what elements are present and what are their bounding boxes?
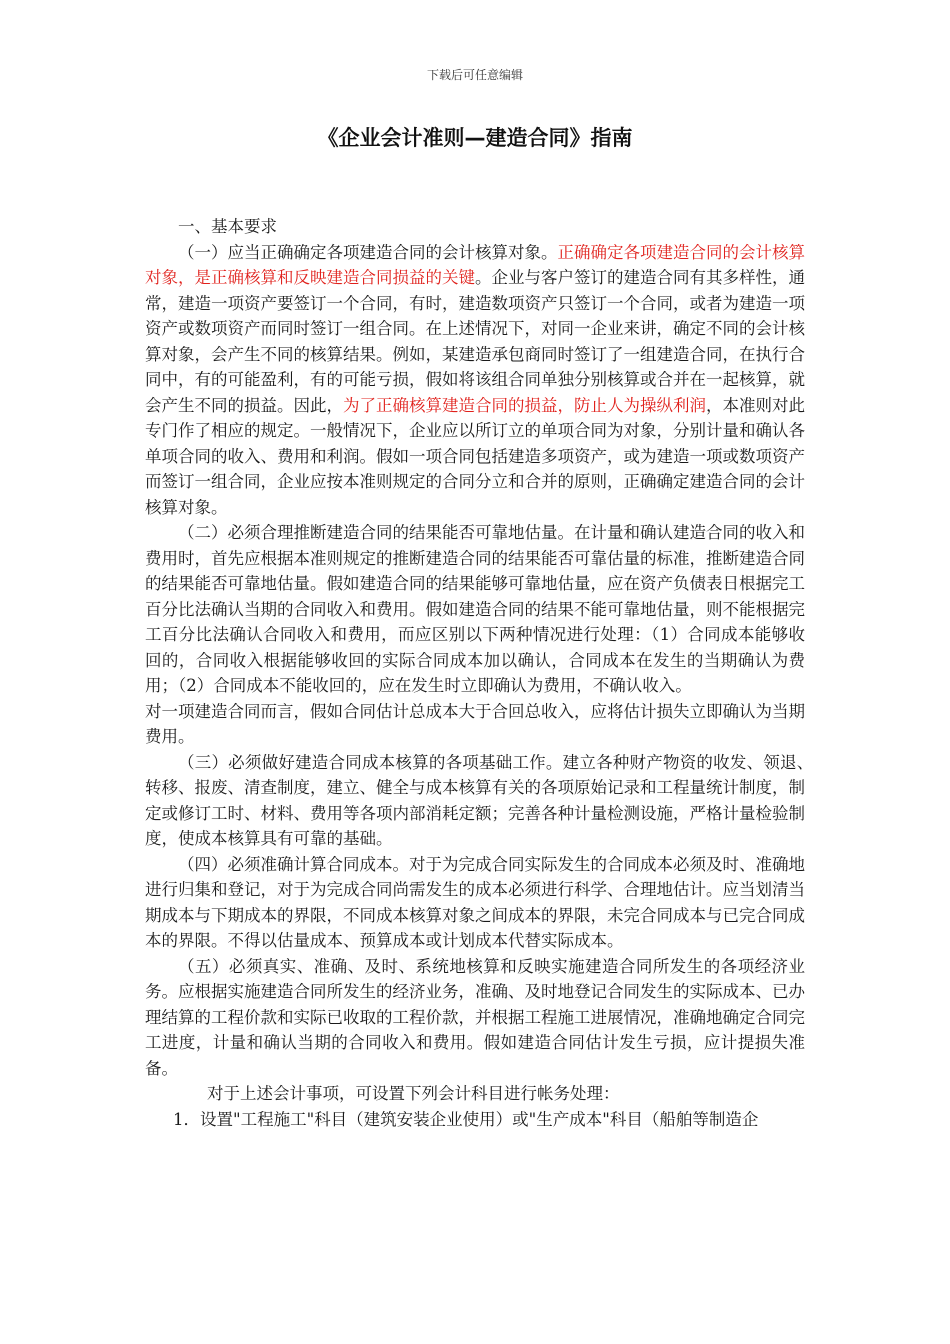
section-heading: 一、基本要求 [178, 217, 277, 236]
paragraph-1 [145, 240, 805, 521]
paragraph-1-text-a: （一）应当正确确定各项建造合同的会计核算对象。 [178, 242, 558, 262]
paragraph-4: （四）必须准确计算合同成本。对于为完成合同实际发生的合同成本必须及时、准确地进行归集和登记，对于为完成合同尚需发生的成本必须进行科学、合理地估计。应当划清当期成本与下期成本的界限，不同成本核算对象之间成本的界限，未完合同成本与已完合同成本的界限。不得以估量成本、预算成本或计划成本代替实际成本。 [145, 854, 805, 950]
page-header: 下载后可任意编辑 [426, 68, 523, 82]
paragraph-6: 对于上述会计事项，可设置下列会计科目进行帐务处理： [207, 1084, 620, 1103]
paragraph-5: （五）必须真实、准确、及时、系统地核算和反映实施建造合同所发生的各项经济业务。应根据实施建造合同所发生的经济业务，准确、及时地登记合同发生的实际成本、已办理结算的工程价款和实际已收取的工程价款，并根据工程施工进展情况，准确地确定合同完工进度，计量和确认当期的合同收入和费用。假如建造合同估计发生亏损，应计提损失准备。 [145, 956, 805, 1078]
paragraph-1-text-c: ，本准则对此专门作了相应的规定。一般情况下，企业应以所订立的单项合同为对象，分别计量和确认各单项合同的收入、费用和利润。假如一项合同包括建造多项资产，或为建造一项或数项资产而签订一组合同，企业应按本准则规定的合同分立和合并的原则，正确确定建造合同的会计核算对象。 [145, 395, 805, 517]
paragraph-7: 1．设置"工程施工"科目（建筑安装企业使用）或"生产成本"科目（船舶等制造企 [173, 1109, 759, 1129]
paragraph-2b: 对一项建造合同而言，假如合同估计总成本大于合回总收入，应将估计损失立即确认为当期费用。 [145, 701, 805, 746]
paragraph-1-highlight-2: 为了正确核算建造合同的损益，防止人为操纵利润 [343, 395, 706, 415]
paragraph-3: （三）必须做好建造合同成本核算的各项基础工作。建立各种财产物资的收发、领退、 转移、报废、清查制度，建立、健全与成本核算有关的各项原始记录和工程量统计制度，制定或修订工时、材料、费用等各项内部消耗定额；完善各种计量检测设施，严格计量检验制度，使成本核算具有可靠的基础。 [145, 752, 822, 848]
paragraph-2: （二）必须合理推断建造合同的结果能否可靠地估量。在计量和确认建造合同的收入和费用时，首先应根据本准则规定的推断建造合同的结果能否可靠估量的标准，推断建造合同的结果能否可靠地估量。假如建造合同的结果能够可靠地估量，应在资产负债表日根据完工百分比法确认当期的合同收入和费用。假如建造合同的结果不能可靠地估量，则不能根据完工百分比法确认合同收入和费用，而应区别以下两种情况进行处理：（1）合同成本能够收回的，合同收入根据能够收回的实际合同成本加以确认，合同成本在发生的当期确认为费用；（2）合同成本不能收回的，应在发生时立即确认为费用，不确认收入。 [145, 523, 805, 695]
paragraph-1-highlight-1: 正确确定各项建造合同的会计核算对象，是正确核算和反映建造合同损益的关键 [145, 242, 805, 287]
document-body [145, 214, 822, 1132]
document-title: 《企业会计准则—建造合同》指南 [317, 126, 633, 150]
paragraph-1-text-b: 。企业与客户签订的建造合同有其多样性，通常，建造一项资产要签订一个合同，有时，建造数项资产只签订一个合同，或者为建造一项资产或数项资产而同时签订一组合同。在上述情况下，对同一企业来讲，确定不同的会计核算对象，会产生不同的核算结果。例如，某建造承包商同时签订了一组建造合同，在执行合同中，有的可能盈利，有的可能亏损，假如将该组合同单独分别核算或合并在一起核算，就会产生不同的损益。因此， [145, 268, 805, 415]
